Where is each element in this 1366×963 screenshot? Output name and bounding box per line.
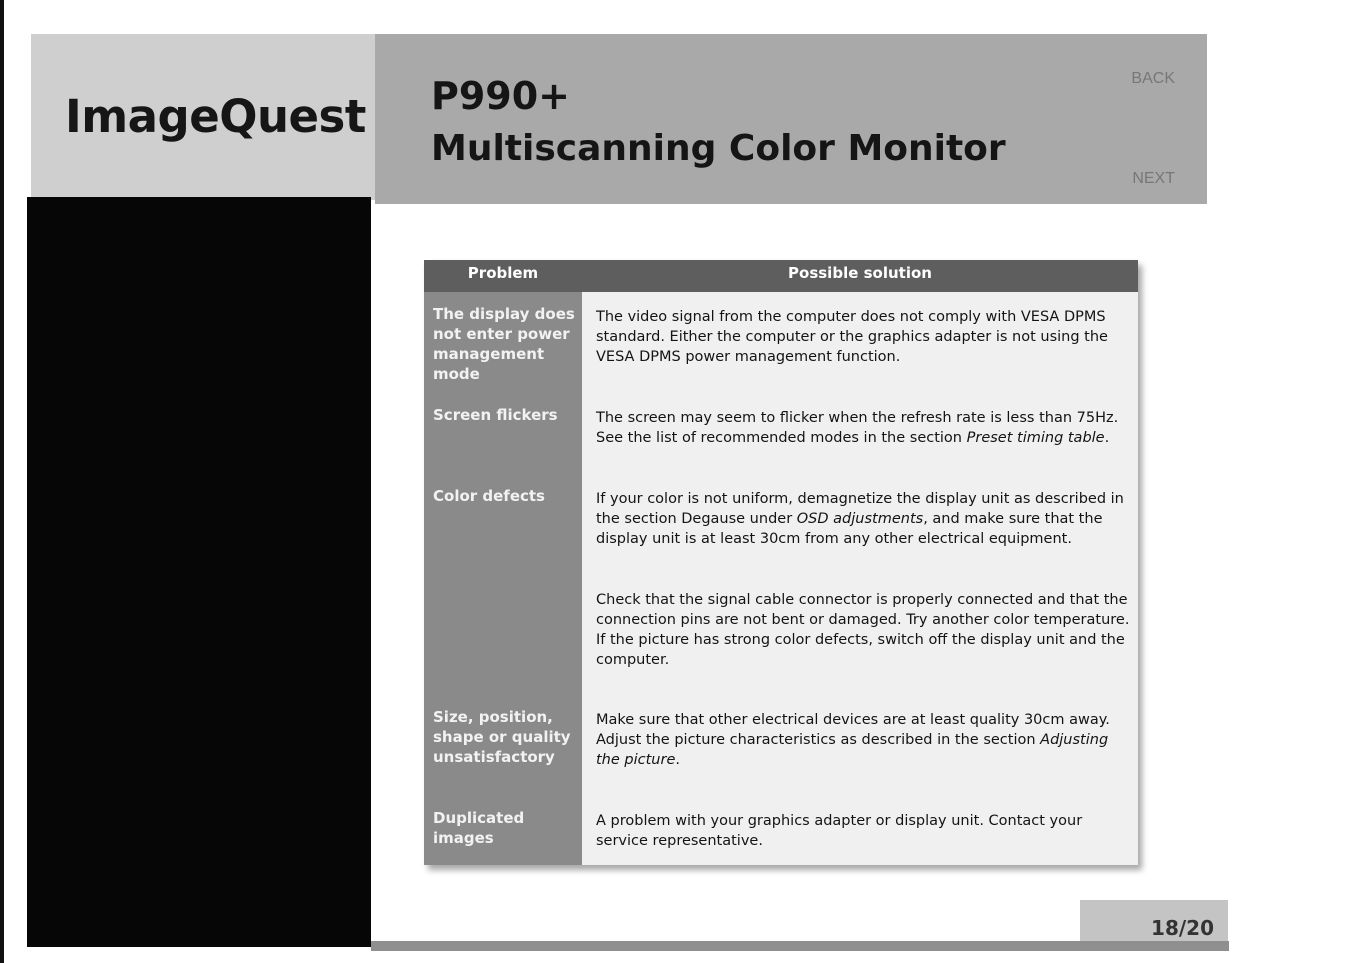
solution-cell: Make sure that other electrical devices are at least quality 30cm away. Adjust the picture characteristics as described in the section Adjusting the picture. [596, 712, 1110, 768]
side-panel [27, 197, 371, 947]
solution-cell: The screen may seem to flicker when the refresh rate is less than 75Hz. See the list of recommended modes in the section Preset timing table. [596, 410, 1119, 446]
product-name: Multiscanning Color Monitor [431, 128, 1006, 169]
problem-cell: Color defects [433, 487, 545, 505]
page-indicator [1080, 900, 1228, 944]
troubleshooting-table [424, 260, 1138, 865]
solution-cell: If your color is not uniform, demagnetize the display unit as described in the section Degause under OSD adjustments, and make sure that the display unit is at least 30cm from any other electrical equipment. [596, 491, 1124, 547]
problem-cell: The display does not enter power management mode [433, 305, 575, 383]
footer-bar [371, 941, 1229, 951]
next-link[interactable]: NEXT [1132, 170, 1175, 187]
problem-header: Problem [424, 260, 582, 292]
solution-cell: The video signal from the computer does not comply with VESA DPMS standard. Either the computer or the graphics adapter is not using the VESA DPMS power management function. [596, 309, 1108, 365]
back-link[interactable]: BACK [1131, 70, 1175, 87]
left-scan-edge [0, 0, 4, 963]
problem-cell: Screen flickers [433, 406, 558, 424]
problem-cell: Size, position, shape or quality unsatisfactory [433, 708, 571, 766]
brand-panel [31, 34, 375, 200]
page-number: 18/20 [1151, 916, 1214, 940]
brand-logo: ImageQuest [65, 90, 366, 143]
solution-cell: A problem with your graphics adapter or display unit. Contact your service representative. [596, 813, 1083, 849]
solution-header: Possible solution [582, 260, 1138, 292]
solution-cell: Check that the signal cable connector is properly connected and that the connection pins are not bent or damaged. Try another color temperature. If the picture has strong color defects, switch off the display unit and the computer. [596, 592, 1130, 668]
product-model: P990+ [431, 74, 571, 118]
manual-page [27, 30, 1231, 950]
header-bar [375, 34, 1207, 204]
problem-cell: Duplicated images [433, 809, 525, 847]
